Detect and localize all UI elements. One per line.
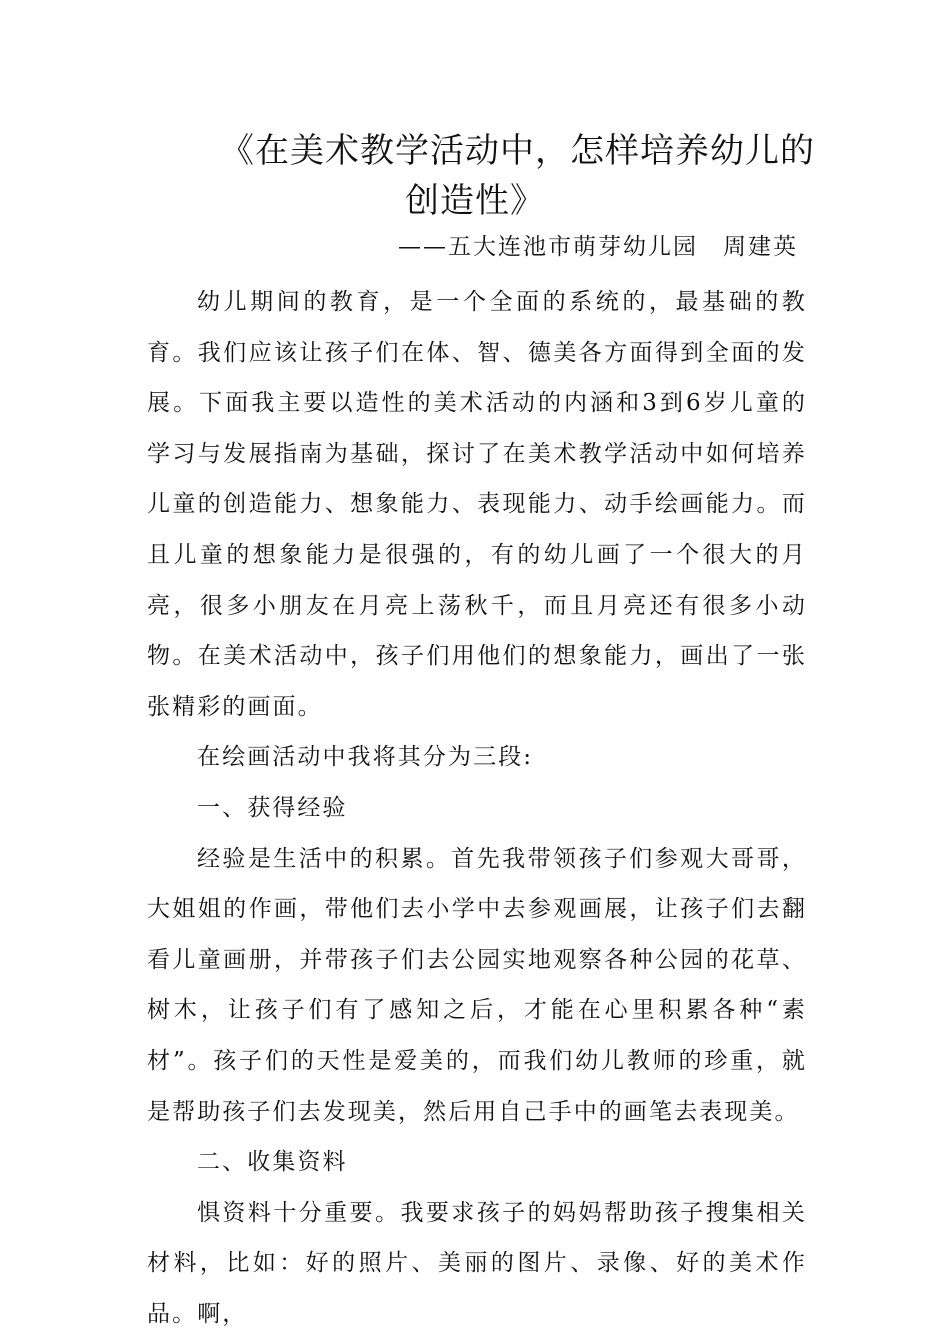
paragraph-stages-intro: 在绘画活动中我将其分为三段: [197,744,534,771]
author-byline: ——五大连池市萌芽幼儿园 周建英 [398,234,798,260]
document-title-line-1: 《在美术教学活动中，怎样培养幼儿的 [220,131,815,171]
paragraph-materials: 惧资料十分重要。我要求孩子的妈妈帮助孩子搜集相关材料，比如：好的照片、美丽的图片、录像、好的美术作品。啊， [147,1199,807,1327]
section-heading-2: 二、收集资料 [197,1149,348,1176]
document-body [147,277,807,1339]
document-title-line-2: 创造性》 [405,181,545,221]
paragraph-intro: 幼儿期间的教育，是一个全面的系统的，最基础的教育。我们应该让孩子们在体、智、德美各方面得到全面的发展。下面我主要以造性的美术活动的内涵和3到6岁儿童的学习与发展指南为基础，探讨了在美术教学活动中如何培养儿童的创造能力、想象能力、表现能力、动手绘画能力。而且儿童的想象能力是很强的，有的幼儿画了一个很大的月亮，很多小朋友在月亮上荡秋千，而且月亮还有很多小动物。在美术活动中，孩子们用他们的想象能力，画出了一张张精彩的画面。 [147,289,807,720]
paragraph-experience: 经验是生活中的积累。首先我带领孩子们参观大哥哥，大姐姐的作画，带他们去小学中去参观画展，让孩子们去翻看儿童画册，并带孩子们去公园实地观察各种公园的花草、树木，让孩子们有了感知之后，才能在心里积累各种“素材”。孩子们的天性是爱美的，而我们幼儿教师的珍重，就是帮助孩子们去发现美，然后用自己手中的画笔去表现美。 [147,845,807,1125]
section-heading-1: 一、获得经验 [197,794,348,821]
